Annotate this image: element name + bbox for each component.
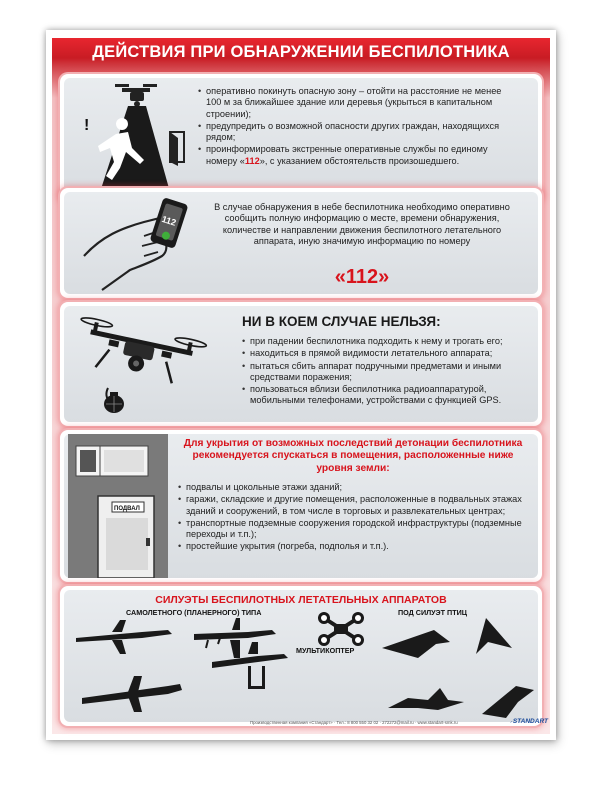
report-text: В случае обнаружения в небе беспилотника необходимо оперативно сообщить полную информацию о месте, времени обнаружения, количестве и направлении движения беспилотного летательного аппарата, иную значимую информацию по номеру <box>214 202 510 246</box>
panel-actions <box>60 74 542 202</box>
list-item: • пытаться сбить аппарат подручными предметами и иными средствами поражения; <box>242 361 532 384</box>
list-item: • оперативно покинуть опасную зону – отойти на расстояние не менее 100 м за ближайшее здание или деревья (укрыться в капитальном строении); <box>198 86 518 120</box>
list-item: • простейшие укрытия (погреба, подполья и т.п.). <box>178 541 528 552</box>
emergency-number: 112 <box>244 155 260 166</box>
panel-report <box>60 188 542 298</box>
multicopter-icon <box>316 612 366 646</box>
forbidden-list <box>242 336 532 408</box>
silhouettes-title: СИЛУЭТЫ БЕСПИЛОТНЫХ ЛЕТАТЕЛЬНЫХ АППАРАТОВ <box>155 594 447 606</box>
escape-person-icon <box>70 80 190 196</box>
poster-background <box>52 38 550 734</box>
list-item: • гаражи, складские и другие помещения, расположенные в подвальных этажах зданий и сооружений, в том числе в торговых и развлекательных центрах; <box>178 494 528 517</box>
list-item: • находиться в прямой видимости летательного аппарата; <box>242 348 532 359</box>
list-item: • предупредить о возможной опасности других граждан, находящихся рядом; <box>198 121 518 144</box>
hand-phone-icon <box>82 196 202 292</box>
basement-door-icon <box>68 434 168 578</box>
label-multicopter: МУЛЬТИКОПТЕР <box>296 646 355 655</box>
panel-shelter <box>60 430 542 582</box>
footer-contacts: Производственная компания «Стандарт» · Тел.: 8 800 550 32 02 · 272272@mail.ru · www.standart-smk.ru <box>250 720 458 725</box>
shelter-heading: Для укрытия от возможных последствий детонации беспилотника рекомендуется спускаться в помещения, расположенные ниже уровня земли: <box>183 438 523 474</box>
list-item: • пользоваться вблизи беспилотника радиоаппаратурой, мобильными телефонами, устройствами с функцией GPS. <box>242 384 532 407</box>
forbidden-heading: НИ В КОЕМ СЛУЧАЕ НЕЛЬЗЯ: <box>242 314 441 329</box>
svg-text:!: ! <box>84 117 90 134</box>
actions-list <box>198 86 518 168</box>
poster-sheet <box>46 30 556 740</box>
label-plane-type: САМОЛЕТНОГО (ПЛАНЕРНОГО) ТИПА <box>126 608 262 617</box>
panel-silhouettes <box>60 586 542 726</box>
fixed-wing-silhouettes-icon <box>72 618 298 718</box>
panel-forbidden <box>60 302 542 426</box>
falling-drone-icon <box>70 310 210 418</box>
poster-title: ДЕЙСТВИЯ ПРИ ОБНАРУЖЕНИИ БЕСПИЛОТНИКА <box>92 42 510 61</box>
list-item: • транспортные подземные сооружения городской инфраструктуры (подземные переходы и т.п.); <box>178 518 528 541</box>
list-item: • подвалы и цокольные этажи зданий; <box>178 482 528 493</box>
shelter-list <box>178 482 528 554</box>
phone-screen-number: 112 <box>160 213 178 228</box>
bird-shaped-silhouettes-icon <box>378 618 538 722</box>
big-emergency-number: «112» <box>334 266 390 288</box>
list-item: • проинформировать экстренные оперативные службы по единому номеру «112», с указанием обстоятельств произошедшего. <box>198 144 518 167</box>
list-item: • при падении беспилотника подходить к нему и трогать его; <box>242 336 532 347</box>
label-bird-type: ПОД СИЛУЭТ ПТИЦ <box>398 608 468 617</box>
brand-logo: STANDART <box>510 716 548 727</box>
door-sign: ПОДВАЛ <box>114 506 140 512</box>
